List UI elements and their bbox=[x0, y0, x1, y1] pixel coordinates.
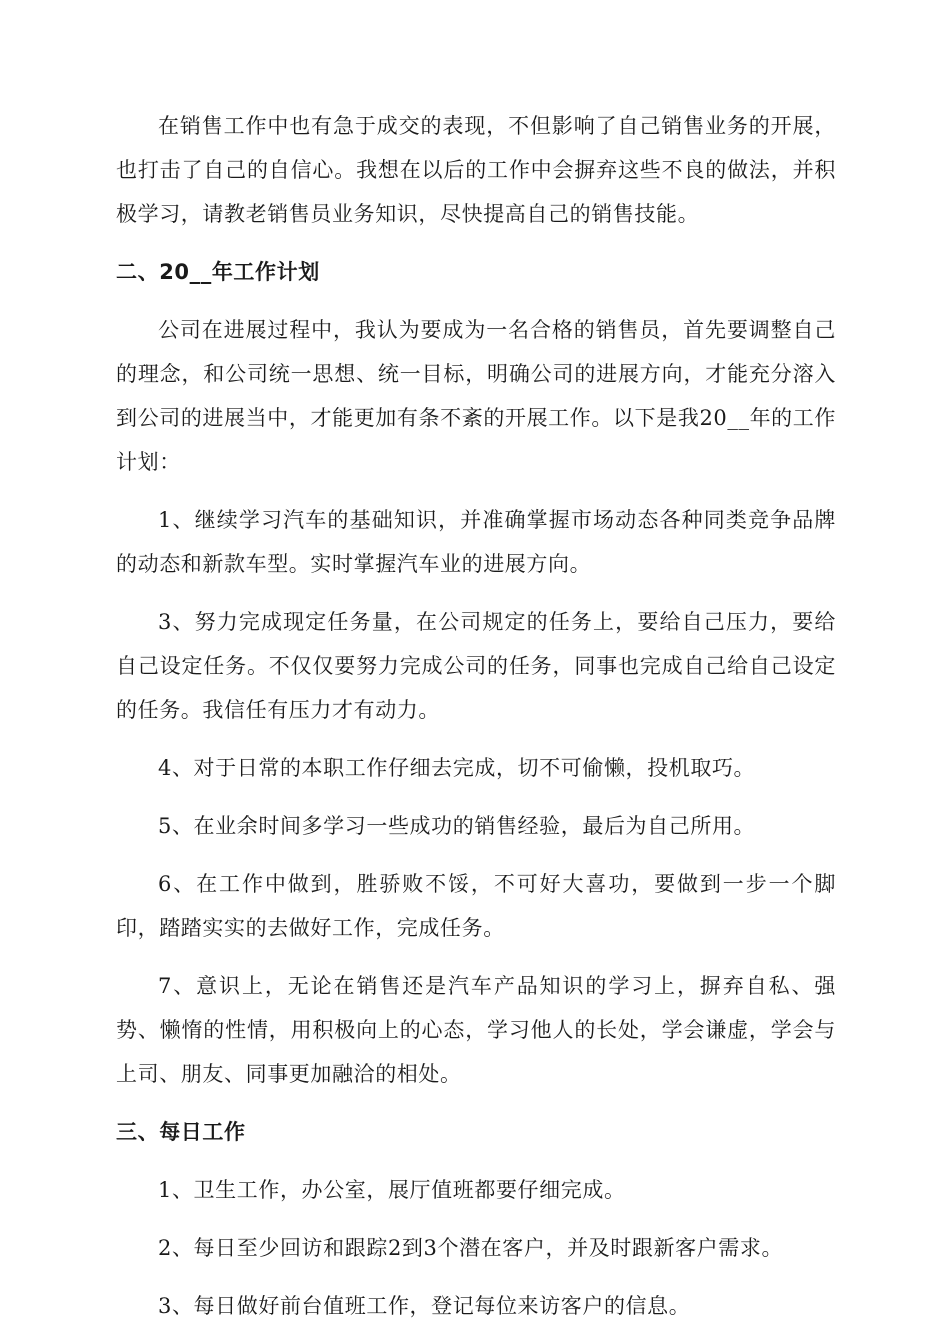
paragraph-sales-reflection: 在销售工作中也有急于成交的表现，不但影响了自己销售业务的开展，也打击了自己的自信心。我想在以后的工作中会摒弃这些不良的做法，并积极学习，请教老销售员业务知识，尽快提高自己的销售技能。 bbox=[116, 114, 836, 226]
document-page bbox=[116, 104, 836, 1328]
plan-item-1: 1、继续学习汽车的基础知识，并准确掌握市场动态各种同类竞争品牌的动态和新款车型。实时掌握汽车业的进展方向。 bbox=[116, 508, 836, 576]
plan-item-5: 5、在业余时间多学习一些成功的销售经验，最后为自己所用。 bbox=[158, 814, 756, 838]
plan-item-7: 7、意识上，无论在销售还是汽车产品知识的学习上，摒弃自私、强势、懒惰的性情，用积极向上的心态，学习他人的长处，学会谦虚，学会与上司、朋友、同事更加融洽的相处。 bbox=[116, 974, 836, 1086]
daily-item-1: 1、卫生工作，办公室，展厅值班都要仔细完成。 bbox=[158, 1178, 626, 1202]
heading-work-plan: 二、20__年工作计划 bbox=[116, 260, 320, 284]
plan-item-6: 6、在工作中做到，胜骄败不馁，不可好大喜功，要做到一步一个脚印，踏踏实实的去做好工作，完成任务。 bbox=[116, 872, 836, 940]
daily-item-3: 3、每日做好前台值班工作，登记每位来访客户的信息。 bbox=[158, 1294, 691, 1318]
heading-daily-work: 三、每日工作 bbox=[116, 1120, 246, 1144]
plan-item-3: 3、努力完成现定任务量，在公司规定的任务上，要给自己压力，要给自己设定任务。不仅仅要努力完成公司的任务，同事也完成自己给自己设定的任务。我信任有压力才有动力。 bbox=[116, 610, 836, 722]
plan-item-4: 4、对于日常的本职工作仔细去完成，切不可偷懒，投机取巧。 bbox=[158, 756, 756, 780]
paragraph-plan-intro: 公司在进展过程中，我认为要成为一名合格的销售员，首先要调整自己的理念，和公司统一思想、统一目标，明确公司的进展方向，才能充分溶入到公司的进展当中，才能更加有条不紊的开展工作。以下是我20__年的工作计划： bbox=[116, 318, 836, 474]
daily-item-2: 2、每日至少回访和跟踪2到3个潜在客户，并及时跟新客户需求。 bbox=[158, 1236, 784, 1260]
